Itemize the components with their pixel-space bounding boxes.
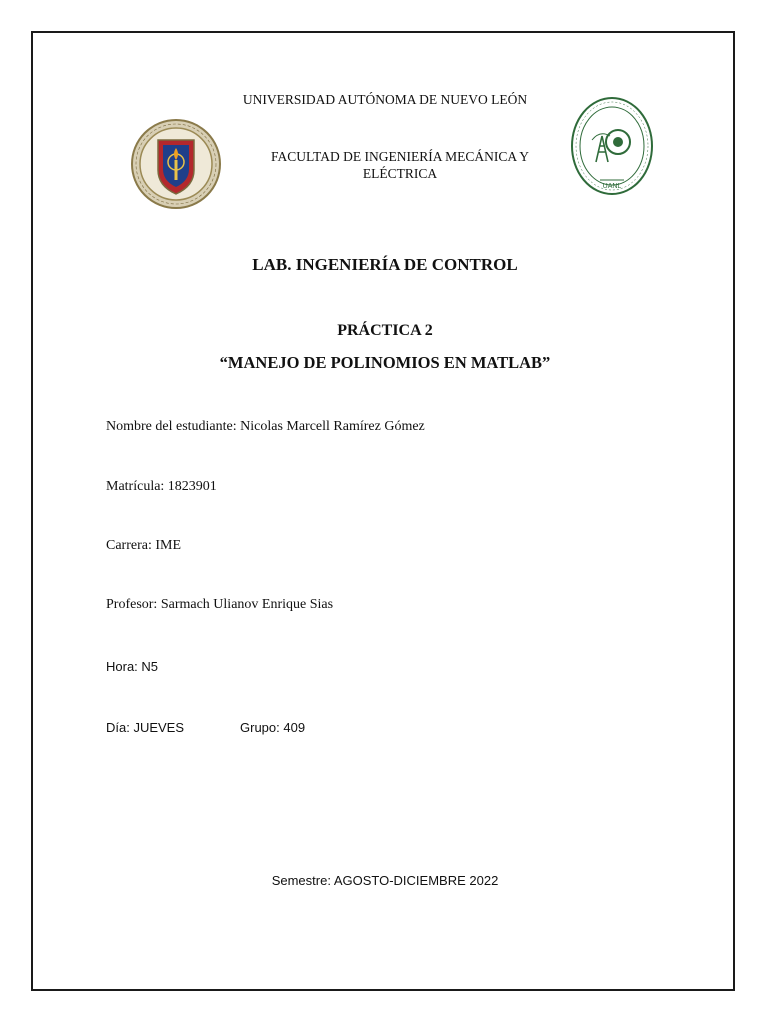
student-matricula: Matrícula: 1823901: [106, 479, 217, 494]
professor-name: Profesor: Sarmach Ulianov Enrique Sias: [106, 597, 334, 612]
practice-number: PRÁCTICA 2: [337, 322, 433, 339]
semester: Semestre: AGOSTO-DICIEMBRE 2022: [271, 873, 499, 888]
fime-seal-icon: [570, 96, 654, 201]
university-name: UNIVERSIDAD AUTÓNOMA DE NUEVO LEÓN: [242, 92, 528, 107]
uanl-seal-icon: [130, 118, 222, 215]
faculty-name: FACULTAD DE INGENIERÍA MECÁNICA Y ELÉCTRICA: [271, 149, 529, 181]
practice-title: “MANEJO DE POLINOMIOS EN MATLAB”: [219, 353, 551, 372]
student-carrera: Carrera: IME: [106, 538, 182, 553]
class-group: Grupo: 409: [240, 720, 306, 735]
class-hour: Hora: N5: [106, 659, 159, 674]
fime-seal-label: UANL: [602, 183, 622, 190]
class-day: Día: JUEVES: [106, 720, 185, 735]
student-name: Nombre del estudiante: Nicolas Marcell Ramírez Gómez: [106, 419, 425, 434]
course-title: LAB. INGENIERÍA DE CONTROL: [252, 255, 518, 274]
